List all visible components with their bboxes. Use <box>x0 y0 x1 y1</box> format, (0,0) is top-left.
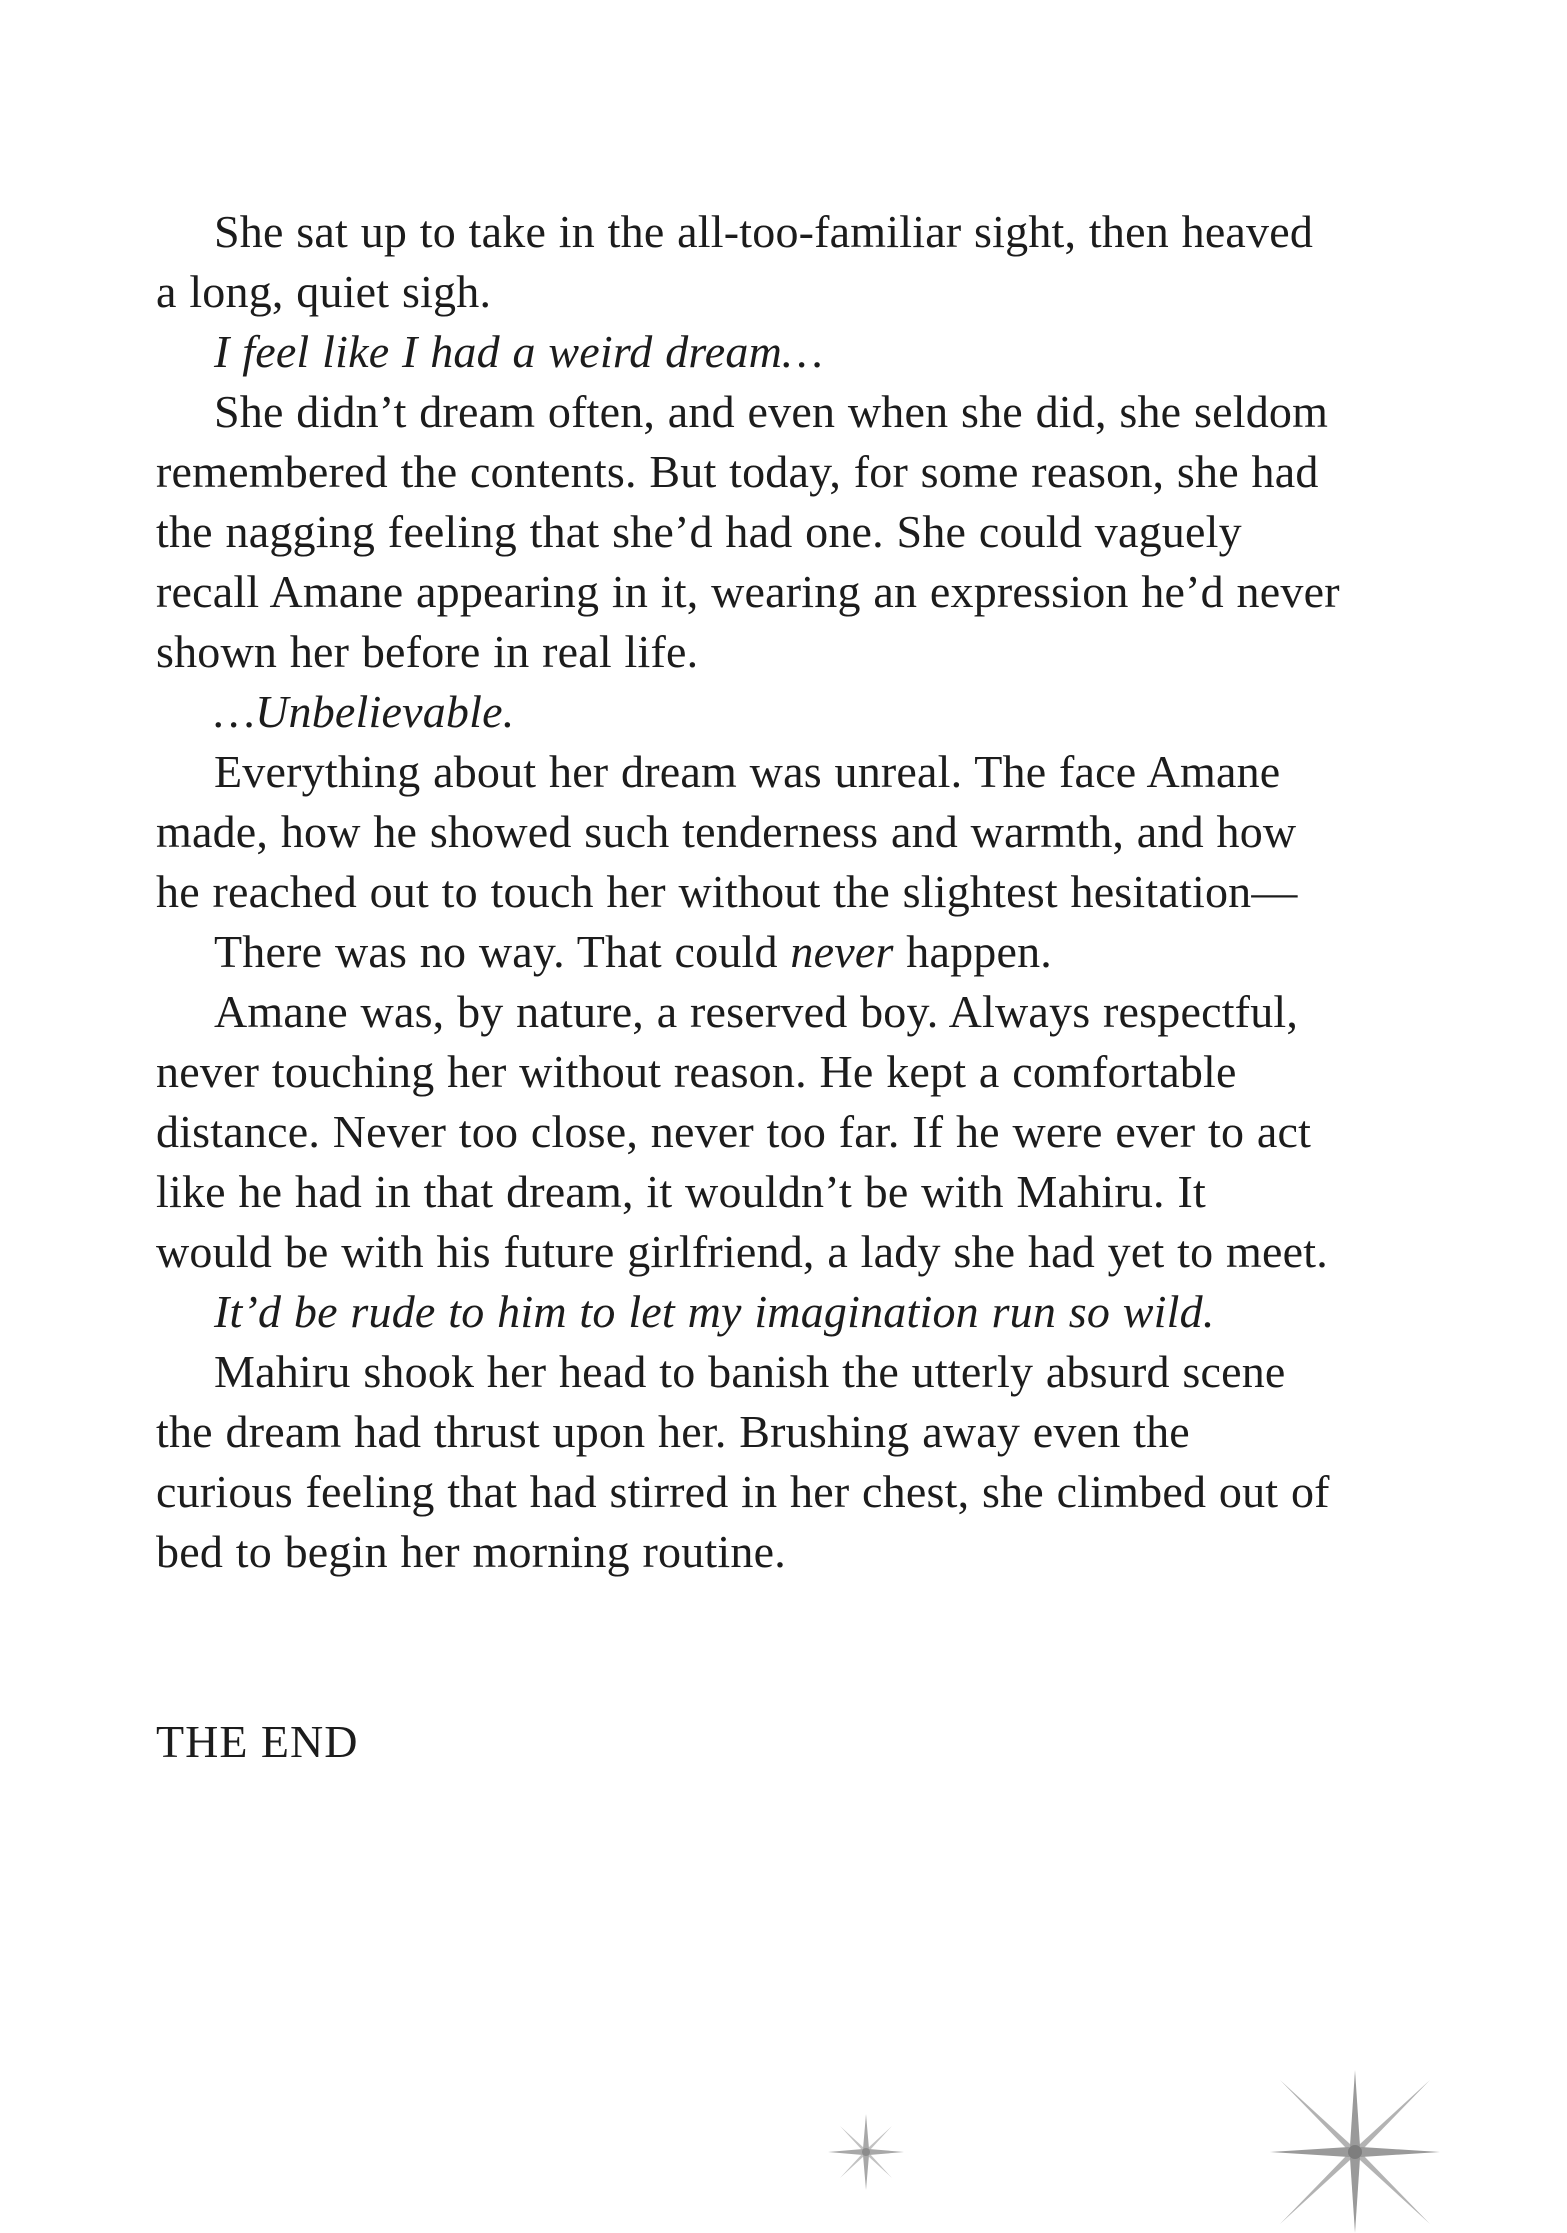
paragraph-line: like he had in that dream, it wouldn’t be with Mahiru. It <box>156 1166 1206 1217</box>
paragraph-line: would be with his future girlfriend, a lady she had yet to meet. <box>156 1226 1328 1277</box>
paragraph-line: recall Amane appearing in it, wearing an expression he’d never <box>156 566 1340 617</box>
paragraph-line: shown her before in real life. <box>156 626 699 677</box>
paragraph-line: remembered the contents. But today, for some reason, she had <box>156 446 1319 497</box>
paragraph-line: bed to begin her morning routine. <box>156 1526 786 1577</box>
paragraph-line: he reached out to touch her without the slightest hesitation— <box>156 866 1298 917</box>
paragraph-line: never touching her without reason. He kept a comfortable <box>156 1046 1237 1097</box>
paragraph-line: Amane was, by nature, a reserved boy. Always respectful, <box>214 986 1299 1037</box>
paragraph-line <box>156 922 1426 982</box>
paragraph-line: Everything about her dream was unreal. The face Amane <box>214 746 1281 797</box>
paragraph-line: She didn’t dream often, and even when she did, she seldom <box>214 386 1329 437</box>
sparkle-icon-small <box>826 2112 906 2192</box>
paragraph-line: made, how he showed such tenderness and warmth, and how <box>156 806 1297 857</box>
thought-line: It’d be rude to him to let my imagination run so wild. <box>214 1286 1215 1337</box>
paragraph-line: Mahiru shook her head to banish the utterly absurd scene <box>214 1346 1286 1397</box>
the-end-label: THE END <box>156 1716 359 1767</box>
line-segment: happen. <box>893 926 1052 977</box>
emphasis-word: never <box>790 926 894 977</box>
paragraph-line: curious feeling that had stirred in her chest, she climbed out of <box>156 1466 1330 1517</box>
paragraph-line: the nagging feeling that she’d had one. She could vaguely <box>156 506 1242 557</box>
paragraph-line: distance. Never too close, never too far. If he were ever to act <box>156 1106 1312 1157</box>
thought-line: I feel like I had a weird dream… <box>214 326 824 377</box>
line-segment: There was no way. That could <box>214 926 791 977</box>
sparkle-icon-large <box>1270 2070 1440 2233</box>
paragraph-line: the dream had thrust upon her. Brushing away even the <box>156 1406 1190 1457</box>
paragraph-line: a long, quiet sigh. <box>156 266 492 317</box>
story-text <box>156 202 1426 1582</box>
thought-line: …Unbelievable. <box>214 686 515 737</box>
paragraph-line: She sat up to take in the all-too-familiar sight, then heaved <box>214 206 1314 257</box>
